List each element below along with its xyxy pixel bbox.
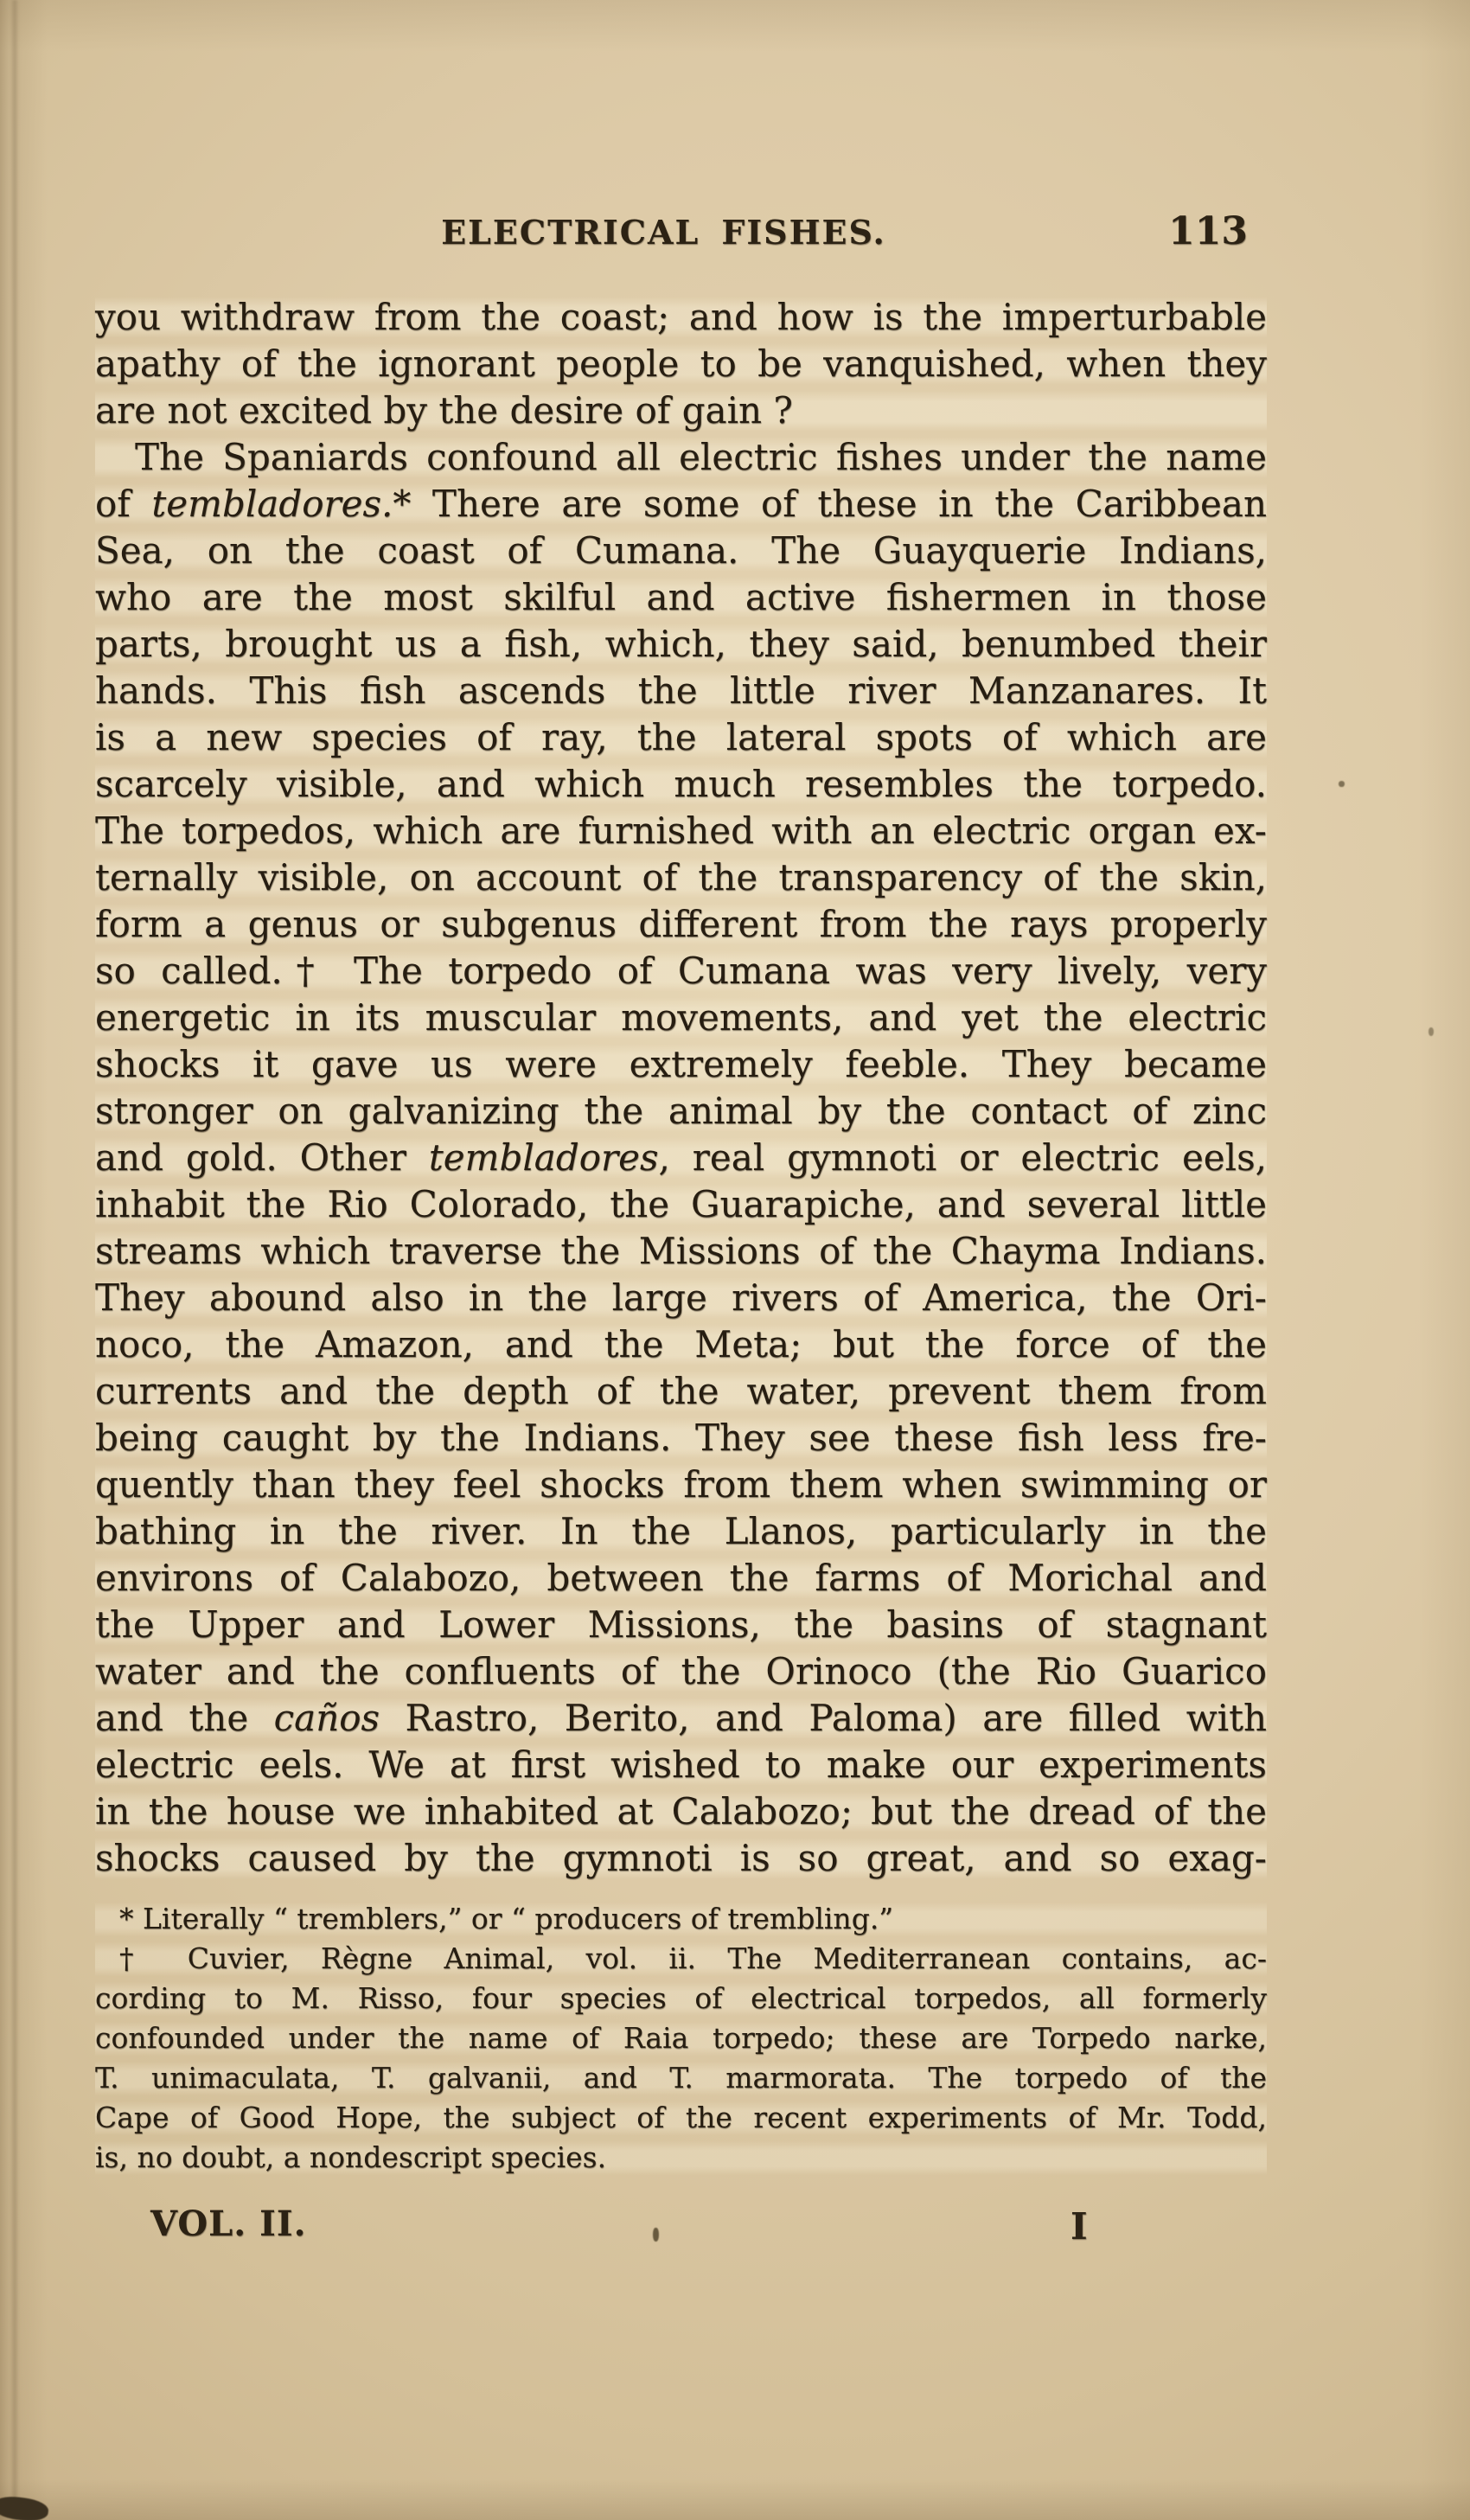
page-number: 113 bbox=[1168, 209, 1248, 253]
italic-text-segment: tembladores. bbox=[151, 483, 393, 525]
text-segment: noco, the Amazon, and the Meta; but the force of the bbox=[95, 1323, 1267, 1366]
volume-label: VOL. II. bbox=[150, 2203, 307, 2244]
body-line bbox=[95, 1461, 1267, 1508]
body-line bbox=[95, 1835, 1267, 1882]
text-segment: confounded under the name of Raia torpedo; these are Torpedo narke, bbox=[95, 2021, 1267, 2055]
body-line bbox=[95, 668, 1267, 714]
text-segment: cording to M. Risso, four species of electrical torpedos, all formerly bbox=[95, 1981, 1267, 2015]
body-line bbox=[95, 1321, 1267, 1368]
text-segment: in the house we inhabited at Calabozo; but the dread of the bbox=[95, 1790, 1267, 1832]
body-line bbox=[95, 528, 1267, 574]
text-segment: and the bbox=[95, 1697, 274, 1739]
body-line bbox=[95, 1508, 1267, 1555]
body-line bbox=[95, 1275, 1267, 1321]
text-segment: hands. This fish ascends the little river Manzanares. It bbox=[95, 669, 1267, 712]
text-segment: shocks it gave us were extremely feeble. They became bbox=[95, 1043, 1267, 1085]
text-segment: * Literally “ tremblers,” or “ producers of trembling.” bbox=[119, 1902, 894, 1935]
scan-blemish bbox=[1428, 1027, 1434, 1036]
body-line bbox=[95, 854, 1267, 901]
body-line bbox=[95, 1602, 1267, 1648]
body-line bbox=[95, 1648, 1267, 1695]
body-line bbox=[95, 341, 1267, 387]
page-header bbox=[95, 209, 1267, 258]
text-segment: is, no doubt, a nondescript species. bbox=[95, 2140, 607, 2174]
footnote-line bbox=[95, 2138, 1267, 2178]
footnote-line bbox=[95, 1899, 1267, 1939]
text-segment: inhabit the Rio Colorado, the Guarapiche, and several little bbox=[95, 1183, 1267, 1225]
text-segment: and gold. Other bbox=[95, 1136, 429, 1179]
footnote-line bbox=[95, 2058, 1267, 2098]
text-segment: currents and the depth of the water, prevent them from bbox=[95, 1370, 1267, 1412]
text-segment: of bbox=[95, 483, 152, 525]
body-line bbox=[95, 387, 1267, 434]
text-segment: apathy of the ignorant people to be vanquished, when they bbox=[95, 342, 1267, 385]
scan-blemish bbox=[0, 2494, 49, 2520]
text-segment: environs of Calabozo, between the farms of Morichal and bbox=[95, 1557, 1267, 1599]
text-segment: quently than they feel shocks from them when swimming or bbox=[95, 1463, 1267, 1506]
footnote-line bbox=[95, 2018, 1267, 2058]
body-line bbox=[95, 995, 1267, 1041]
body-line bbox=[95, 1088, 1267, 1135]
text-segment: scarcely visible, and which much resembles the torpedo. bbox=[95, 763, 1267, 805]
text-segment: bathing in the river. In the Llanos, particularly in the bbox=[95, 1510, 1267, 1552]
text-segment: Sea, on the coast of Cumana. The Guayquerie Indians, bbox=[95, 529, 1267, 572]
page-footer bbox=[95, 2203, 1267, 2255]
text-segment: form a genus or subgenus different from the rays properly bbox=[95, 903, 1267, 945]
text-segment: Cape of Good Hope, the subject of the recent experiments of Mr. Todd, bbox=[95, 2101, 1267, 2134]
body-line bbox=[95, 1228, 1267, 1275]
text-segment: who are the most skilful and active fishermen in those bbox=[95, 576, 1267, 618]
text-segment: being caught by the Indians. They see these fish less fre- bbox=[95, 1417, 1267, 1459]
scan-blemish bbox=[653, 2228, 659, 2242]
body-line bbox=[95, 761, 1267, 808]
body-line bbox=[95, 434, 1267, 481]
body-line bbox=[95, 1742, 1267, 1788]
text-segment: water and the confluents of the Orinoco (the Rio Guarico bbox=[95, 1650, 1267, 1692]
binding-crease bbox=[10, 0, 19, 2520]
body-line bbox=[95, 621, 1267, 668]
body-line bbox=[95, 574, 1267, 621]
text-segment: They abound also in the large rivers of America, the Ori- bbox=[95, 1276, 1267, 1319]
text-segment: The torpedos, which are furnished with an electric organ ex- bbox=[95, 809, 1267, 852]
text-segment: * There are some of these in the Caribbean bbox=[393, 483, 1268, 525]
body-line bbox=[95, 294, 1267, 341]
body-line bbox=[95, 948, 1267, 995]
footnote-line bbox=[95, 2098, 1267, 2138]
text-segment: parts, brought us a fish, which, they said, benumbed their bbox=[95, 623, 1267, 665]
footnotes bbox=[95, 1899, 1267, 2178]
scan-blemish bbox=[1339, 781, 1345, 787]
footnote-line bbox=[95, 1979, 1267, 2018]
text-segment: streams which traverse the Missions of the Chayma Indians. bbox=[95, 1230, 1267, 1272]
text-segment: you withdraw from the coast; and how is the imperturbable bbox=[95, 296, 1267, 338]
body-line bbox=[95, 1555, 1267, 1602]
text-segment: energetic in its muscular movements, and yet the electric bbox=[95, 996, 1267, 1039]
text-segment: are not excited by the desire of gain ? bbox=[95, 389, 793, 432]
text-segment: shocks caused by the gymnoti is so great, and so exag- bbox=[95, 1837, 1267, 1879]
text-segment: † Cuvier, Règne Animal, vol. ii. The Mediterranean contains, ac- bbox=[119, 1941, 1267, 1975]
signature-mark: I bbox=[1071, 2205, 1088, 2248]
body-line bbox=[95, 714, 1267, 761]
body-line bbox=[95, 1368, 1267, 1415]
text-segment: Rastro, Berito, and Paloma) are filled with bbox=[380, 1697, 1267, 1739]
body-line bbox=[95, 1415, 1267, 1461]
body-line bbox=[95, 901, 1267, 948]
italic-text-segment: tembladores bbox=[428, 1136, 659, 1179]
text-segment: so called.† The torpedo of Cumana was very lively, very bbox=[95, 950, 1267, 992]
body-line bbox=[95, 1041, 1267, 1088]
footnote-line bbox=[95, 1939, 1267, 1979]
text-segment: The Spaniards confound all electric fishes under the name bbox=[135, 436, 1267, 478]
body-text bbox=[95, 294, 1267, 1882]
text-segment: the Upper and Lower Missions, the basins of stagnant bbox=[95, 1603, 1267, 1646]
body-line bbox=[95, 1135, 1267, 1181]
text-segment: electric eels. We at first wished to make our experiments bbox=[95, 1743, 1267, 1786]
body-line bbox=[95, 1788, 1267, 1835]
italic-text-segment: caños bbox=[273, 1697, 380, 1739]
body-line bbox=[95, 1181, 1267, 1228]
body-line bbox=[95, 481, 1267, 528]
text-segment: stronger on galvanizing the animal by the contact of zinc bbox=[95, 1090, 1267, 1132]
text-segment: is a new species of ray, the lateral spots of which are bbox=[95, 716, 1267, 758]
text-segment: T. unimaculata, T. galvanii, and T. marmorata. The torpedo of the bbox=[95, 2061, 1267, 2095]
running-title: ELECTRICAL FISHES. bbox=[441, 213, 886, 252]
body-line bbox=[95, 808, 1267, 854]
body-line bbox=[95, 1695, 1267, 1742]
text-segment: , real gymnoti or electric eels, bbox=[658, 1136, 1267, 1179]
text-segment: ternally visible, on account of the transparency of the skin, bbox=[95, 856, 1267, 899]
